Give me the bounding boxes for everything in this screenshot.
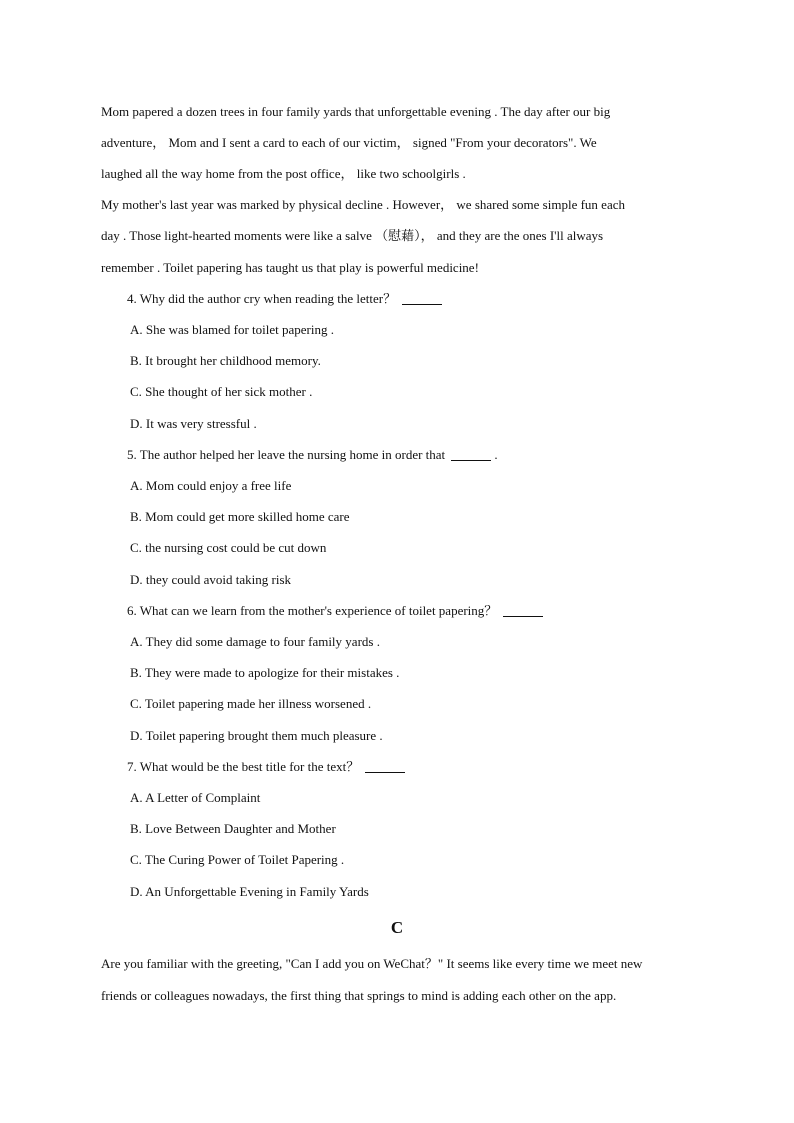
option-6c: C. Toilet papering made her illness worsened . (130, 696, 372, 711)
option-6b: B. They were made to apologize for their mistakes . (130, 665, 400, 680)
option-5a: A. Mom could enjoy a free life (130, 478, 292, 493)
question-7 (127, 759, 405, 775)
answer-blank[interactable] (451, 460, 491, 461)
option-4b: B. It brought her childhood memory. (130, 353, 321, 368)
passage-line: Mom papered a dozen trees in four family yards that unforgettable evening . The day after our big (101, 104, 611, 119)
option-7b: B. Love Between Daughter and Mother (130, 821, 336, 836)
question-stem: 7. What would be the best title for the text？ (127, 759, 360, 774)
option-7c: C. The Curing Power of Toilet Papering . (130, 852, 345, 867)
passage-line: Are you familiar with the greeting, "Can I add you on WeChat？" It seems like every time we meet new (101, 956, 643, 971)
passage-line: laughed all the way home from the post office， like two schoolgirls . (101, 166, 466, 181)
answer-blank[interactable] (503, 616, 543, 617)
section-heading: C (390, 918, 404, 937)
passage-line: day . Those light-hearted moments were like a salve （慰藉）， and they are the ones I'll always (101, 228, 604, 243)
option-5c: C. the nursing cost could be cut down (130, 540, 327, 555)
option-4a: A. She was blamed for toilet papering . (130, 322, 334, 337)
option-5d: D. they could avoid taking risk (130, 572, 292, 587)
option-4d: D. It was very stressful . (130, 416, 257, 431)
option-4c: C. She thought of her sick mother . (130, 384, 313, 399)
question-4 (127, 291, 442, 307)
passage-line: adventure， Mom and I sent a card to each of our victim， signed "From your decorators". We (101, 135, 597, 150)
answer-blank[interactable] (365, 772, 405, 773)
option-6d: D. Toilet papering brought them much pleasure . (130, 728, 383, 743)
option-6a: A. They did some damage to four family yards . (130, 634, 380, 649)
question-5 (127, 447, 498, 463)
option-7a: A. A Letter of Complaint (130, 790, 261, 805)
question-6 (127, 603, 543, 619)
question-stem: 6. What can we learn from the mother's experience of toilet papering？ (127, 603, 498, 618)
answer-blank[interactable] (402, 304, 442, 305)
passage-line: remember . Toilet papering has taught us that play is powerful medicine! (101, 260, 479, 275)
passage-line: friends or colleagues nowadays, the first thing that springs to mind is adding each other on the app. (101, 988, 617, 1003)
option-5b: B. Mom could get more skilled home care (130, 509, 350, 524)
option-7d: D. An Unforgettable Evening in Family Yards (130, 884, 369, 899)
passage-line: My mother's last year was marked by physical decline . However， we shared some simple fun each (101, 197, 625, 212)
question-stem: 5. The author helped her leave the nursing home in order that (127, 447, 446, 462)
question-stem: 4. Why did the author cry when reading the letter？ (127, 291, 397, 306)
question-suffix: . (494, 447, 498, 462)
